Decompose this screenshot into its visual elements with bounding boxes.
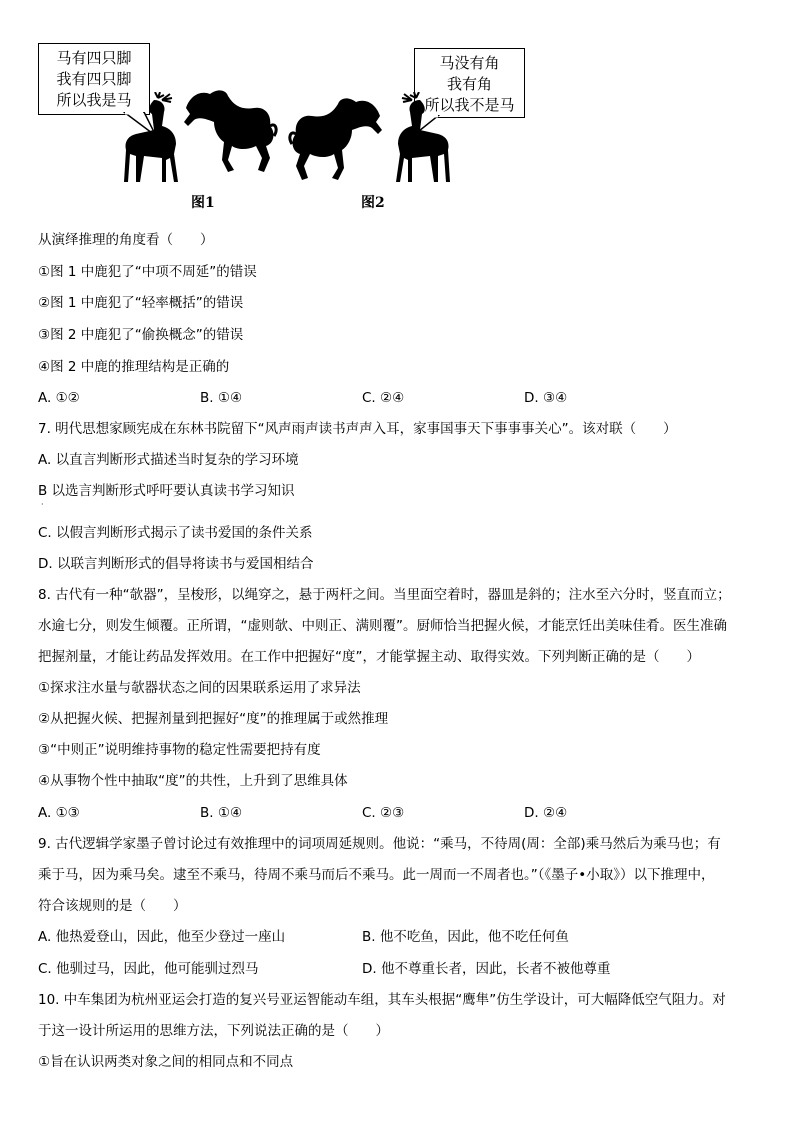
q9-stem-line-3: 符合该规则的是（ ） [38, 898, 187, 914]
bubble-right-line-2: 我有角 [446, 75, 492, 93]
q6-item-1: ①图 1 中鹿犯了“中项不周延”的错误 [38, 264, 257, 280]
q9-option-d: D. 他不尊重长者，因此，长者不被他尊重 [362, 961, 611, 977]
q8-option-a: A. ①③ [38, 805, 80, 821]
q8-stem-line-3: 把握剂量，才能让药品发挥效用。在工作中把握好“度”，才能掌握主动、取得实效。下列判断正确的是（ ） [38, 649, 700, 665]
q9-option-c: C. 他驯过马，因此，他可能驯过烈马 [38, 961, 259, 977]
horse-silhouette-left [178, 86, 278, 176]
figure-label-2: 图2 [361, 195, 385, 211]
q7-option-b: B 以选言判断形式呼吁要认真读书学习知识 [38, 483, 295, 499]
q8-item-1: ①探求注水量与欹器状态之间的因果联系运用了求异法 [38, 680, 361, 696]
bubble-right-line-3: 所以我不是马 [424, 96, 515, 114]
q6-option-c: C. ②④ [362, 390, 405, 406]
q8-item-2: ②从把握火候、把握剂量到把握好“度”的推理属于或然推理 [38, 711, 389, 727]
q6-stem: 从演绎推理的角度看（ ） [38, 232, 214, 248]
bubble-left-line-3: 所以我是马 [56, 91, 132, 109]
q10-stem-line-1: 10. 中车集团为杭州亚运会打造的复兴号亚运智能动车组，其车头根据“鹰隼”仿生学设计，可大幅降低空气阻力。对 [38, 992, 726, 1008]
bubble-right-line-1: 马没有角 [439, 54, 500, 72]
q7-option-d: D. 以联言判断形式的倡导将读书与爱国相结合 [38, 556, 314, 572]
q9-option-b: B. 他不吃鱼，因此，他不吃任何鱼 [362, 929, 569, 945]
q7-option-c: C. 以假言判断形式揭示了读书爱国的条件关系 [38, 525, 313, 541]
q7-stem: 7. 明代思想家顾宪成在东林书院留下“风声雨声读书声声入耳，家事国事天下事事事关心”。该对联（ ） [38, 421, 677, 437]
q8-option-b: B. ①④ [200, 805, 243, 821]
deer-silhouette-right [386, 92, 456, 187]
q9-stem-line-1: 9. 古代逻辑学家墨子曾讨论过有效推理中的词项周延规则。他说：“乘马，不待周(周：全部)乘马然后为乘马也；有 [38, 836, 721, 852]
q8-item-3: ③“中则正”说明维持事物的稳定性需要把持有度 [38, 742, 321, 758]
q6-option-d: D. ③④ [524, 390, 568, 406]
bubble-left-line-1: 马有四只脚 [56, 49, 132, 67]
cartoon-figure [0, 0, 794, 230]
horse-silhouette-right [288, 94, 388, 184]
q8-stem-line-2: 水逾七分，则发生倾覆。正所谓，“虚则欹、中则正、满则覆”。厨师恰当把握火候，才能烹饪出美味佳肴。医生准确 [38, 618, 727, 634]
q8-item-4: ④从事物个性中抽取“度”的共性，上升到了思维具体 [38, 773, 348, 789]
q10-stem-line-2: 于这一设计所运用的思维方法，下列说法正确的是（ ） [38, 1023, 389, 1039]
q8-option-c: C. ②③ [362, 805, 405, 821]
q6-item-3: ③图 2 中鹿犯了“偷换概念”的错误 [38, 327, 244, 343]
q6-item-4: ④图 2 中鹿的推理结构是正确的 [38, 359, 230, 375]
figure-label-1: 图1 [191, 195, 215, 211]
q10-item-1: ①旨在认识两类对象之间的相同点和不同点 [38, 1054, 294, 1070]
q8-stem-line-1: 8. 古代有一种“欹器”，呈梭形，以绳穿之，悬于两杆之间。当里面空着时，器皿是斜的；注水至六分时，竖直而立； [38, 587, 731, 603]
bubble-left-line-2: 我有四只脚 [56, 70, 132, 88]
stray-dot: · [41, 500, 44, 509]
q9-stem-line-2: 乘于马，因为乘马矣。逮至不乘马，待周不乘马而后不乘马。此一周而一不周者也。”（《墨子•小取》）以下推理中， [38, 867, 715, 883]
q8-option-d: D. ②④ [524, 805, 568, 821]
q6-option-b: B. ①④ [200, 390, 243, 406]
q6-item-2: ②图 1 中鹿犯了“轻率概括”的错误 [38, 295, 244, 311]
q9-option-a: A. 他热爱登山，因此，他至少登过一座山 [38, 929, 286, 945]
q6-option-a: A. ①② [38, 390, 80, 406]
q7-option-a: A. 以直言判断形式描述当时复杂的学习环境 [38, 452, 299, 468]
